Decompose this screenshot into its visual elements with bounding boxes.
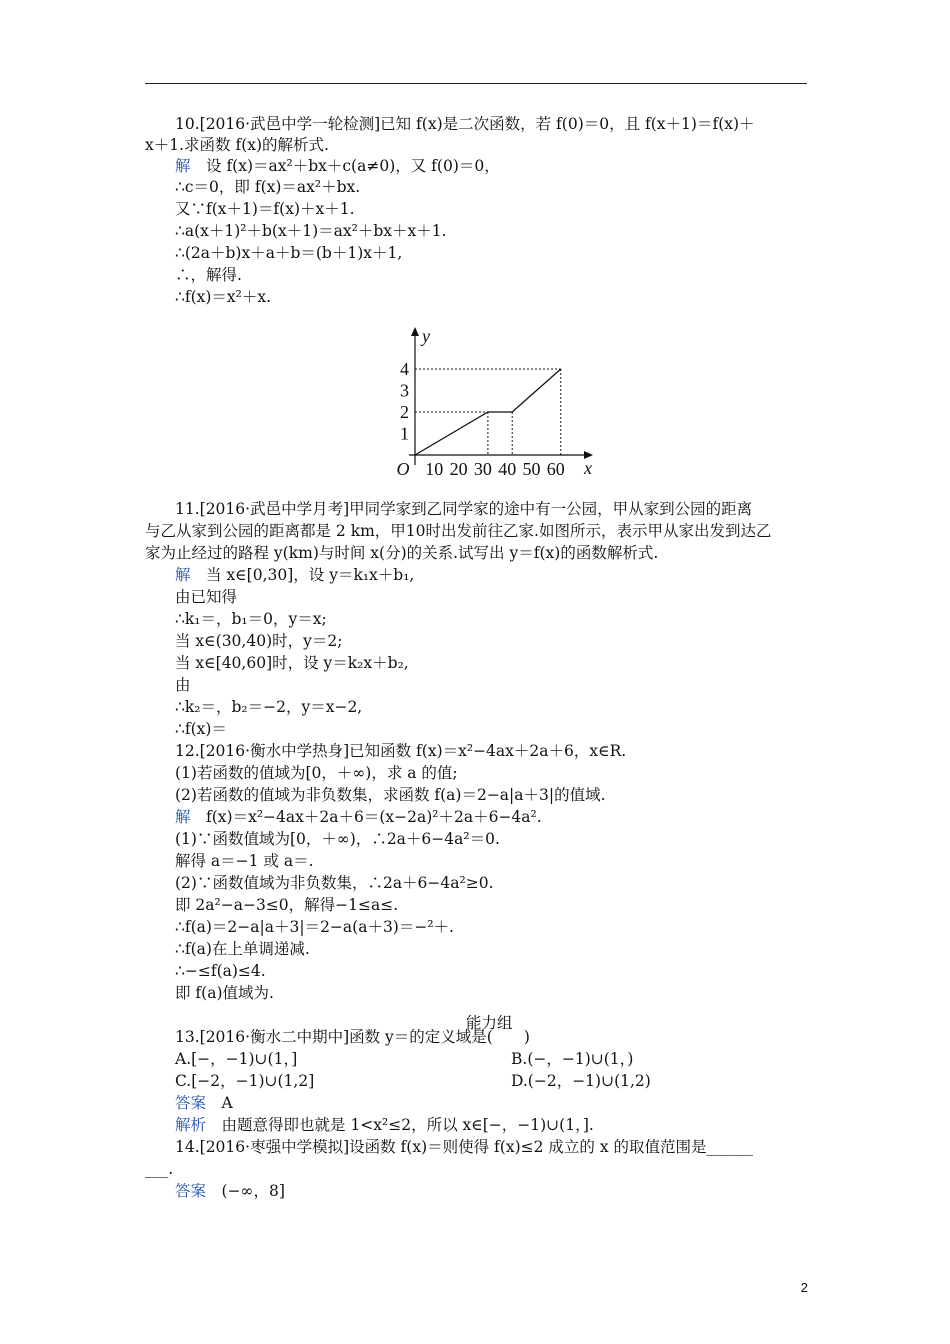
line-text: ∴k₁＝，b₁＝0，y＝x; [175, 610, 327, 628]
text-line [175, 177, 360, 197]
line-text: (1)∵函数值域为[0，＋∞)，∴2a＋6−4a²＝0. [175, 830, 500, 848]
y-tick-label: 2 [400, 402, 409, 422]
line-text: ∴f(a)在上单调递减. [175, 940, 310, 958]
text-line [175, 741, 626, 761]
x-tick-label: 40 [498, 459, 517, 479]
y-axis-label: y [422, 326, 430, 346]
text-line [175, 851, 314, 871]
line-text: 与乙从家到公园的距离都是 2 km，甲10时出发前往乙家.如图所示，表示甲从家出发到达乙 [145, 522, 772, 540]
line-text: 家为止经过的路程 y(km)与时间 x(分)的关系.试写出 y＝f(x)的函数解析式. [145, 544, 659, 562]
line-text: (2)∵函数值域为非负数集，∴2a＋6−4a²≥0. [175, 874, 494, 892]
line-text: 设 f(x)＝ax²＋bx＋c(a≠0)，又 f(0)＝0， [190, 157, 500, 175]
solution-label: 解 [175, 157, 191, 175]
line-text: 解得 a＝−1 或 a＝. [175, 852, 314, 870]
text-line [175, 1115, 594, 1135]
line-text: C.[−2，−1)∪(1,2] [175, 1072, 315, 1090]
line-text: ∴a(x＋1)²＋b(x＋1)＝ax²＋bx＋x＋1. [175, 222, 447, 240]
line-text: x＋1.求函数 f(x)的解析式. [145, 136, 329, 154]
text-line [175, 1071, 314, 1091]
line-text: D.(−2，−1)∪(1,2) [511, 1072, 651, 1090]
line-text: A [206, 1094, 233, 1112]
solution-label: 答案 [175, 1094, 207, 1112]
line-text: 10.[2016·武邑中学一轮检测]已知 f(x)是二次函数，若 f(0)＝0，且 f(x＋1)＝f(x)＋ [175, 115, 755, 133]
text-line [175, 785, 606, 805]
text-line [145, 1159, 173, 1179]
text-line [175, 1049, 297, 1069]
x-axis-label: x [584, 458, 592, 478]
text-line [145, 135, 329, 155]
text-line [175, 156, 500, 176]
section-title: 能力组 [466, 1014, 513, 1032]
text-line [145, 543, 658, 563]
text-line [175, 1093, 233, 1113]
graph-svg [382, 322, 604, 494]
line-text: ∴f(x)＝ [175, 720, 227, 738]
text-line [175, 653, 409, 673]
line-text: ∴k₂＝，b₂＝−2，y＝x−2, [175, 698, 363, 716]
line-text: ___. [145, 1160, 174, 1178]
text-line [175, 807, 542, 827]
text-line [175, 895, 398, 915]
text-line [175, 763, 458, 783]
text-line [175, 675, 191, 695]
line-text: 13.[2016·衡水二中期中]函数 y＝的定义域是( ) [175, 1028, 530, 1046]
text-line [175, 1137, 753, 1157]
x-tick-label: 60 [546, 459, 565, 479]
page-number: 2 [800, 1280, 808, 1295]
y-axis-arrow [411, 327, 419, 336]
solution-label: 解 [175, 808, 191, 826]
line-text: ∴−≤f(a)≤4. [175, 962, 266, 980]
text-line [511, 1049, 633, 1069]
line-text: 当 x∈[40,60]时，设 y＝k₂x＋b₂, [175, 654, 409, 672]
line-text: (1)若函数的值域为[0，＋∞)，求 a 的值; [175, 764, 458, 782]
line-text: ∴，解得. [175, 266, 242, 284]
text-line [175, 243, 402, 263]
line-text: 当 x∈[0,30]，设 y＝k₁x＋b₁, [190, 566, 415, 584]
line-text: B.(−，−1)∪(1，) [511, 1050, 634, 1068]
text-line [175, 587, 237, 607]
text-line [175, 719, 227, 739]
line-text: 由题意得即也就是 1<x²≤2，所以 x∈[−，−1)∪(1，]. [206, 1116, 594, 1134]
line-text: 又∵f(x＋1)＝f(x)＋x＋1. [175, 200, 355, 218]
y-tick-label: 1 [400, 423, 409, 444]
text-line [175, 265, 242, 285]
line-text: (−∞，8] [206, 1182, 285, 1200]
text-line [175, 1181, 285, 1201]
text-line [175, 199, 355, 219]
origin-label: O [396, 459, 410, 479]
text-line [175, 609, 327, 629]
line-text: 即 2a²−a−3≤0，解得−1≤a≤. [175, 896, 399, 914]
x-tick-label: 10 [425, 459, 444, 479]
line-text: A.[−，−1)∪(1，] [175, 1050, 298, 1068]
text-line [175, 939, 310, 959]
y-tick-label: 3 [400, 380, 409, 401]
text-line [175, 983, 274, 1003]
text-line [175, 631, 342, 651]
y-tick-label: 4 [400, 359, 409, 379]
text-line [175, 917, 454, 937]
solution-label: 答案 [175, 1182, 207, 1200]
text-line [145, 521, 771, 541]
line-text: 当 x∈(30,40)时，y＝2; [175, 632, 343, 650]
line-text: 即 f(a)值域为. [175, 984, 274, 1002]
line-text: 由已知得 [175, 588, 238, 606]
line-text: ∴f(a)＝2−a|a＋3|＝2−a(a＋3)＝−²＋. [175, 918, 454, 936]
text-line [175, 829, 500, 849]
line-text: (2)若函数的值域为非负数集，求函数 f(a)＝2−a|a＋3|的值域. [175, 786, 606, 804]
distance-time-graph [382, 322, 604, 494]
text-line [175, 221, 447, 241]
text-line [175, 499, 752, 519]
header-rule [145, 83, 807, 84]
line-text: ∴f(x)＝x²＋x. [175, 288, 272, 306]
solution-label: 解析 [175, 1116, 207, 1134]
line-text: 11.[2016·武邑中学月考]甲同学家到乙同学家的途中有一公园，甲从家到公园的距离 [175, 500, 753, 518]
line-text: ∴c＝0，即 f(x)＝ax²＋bx. [175, 178, 361, 196]
text-line [175, 873, 494, 893]
text-line [175, 565, 414, 585]
x-tick-label: 50 [522, 459, 541, 479]
x-tick-label: 30 [473, 459, 492, 479]
text-line [175, 697, 362, 717]
solution-label: 解 [175, 566, 191, 584]
x-tick-label: 20 [449, 459, 468, 479]
text-line [511, 1071, 651, 1091]
line-text: f(x)＝x²−4ax＋2a＋6＝(x−2a)²＋2a＋6−4a². [190, 808, 542, 826]
text-line [175, 114, 755, 134]
line-text: 由 [175, 676, 191, 694]
line-text: 12.[2016·衡水中学热身]已知函数 f(x)＝x²−4ax＋2a＋6，x∈R. [175, 742, 627, 760]
line-text: ∴(2a＋b)x＋a＋b＝(b＋1)x＋1, [175, 244, 403, 262]
text-line [175, 961, 266, 981]
line-text: 14.[2016·枣强中学模拟]设函数 f(x)＝则使得 f(x)≤2 成立的 x 的取值范围是______ [175, 1138, 753, 1156]
text-line [175, 287, 271, 307]
